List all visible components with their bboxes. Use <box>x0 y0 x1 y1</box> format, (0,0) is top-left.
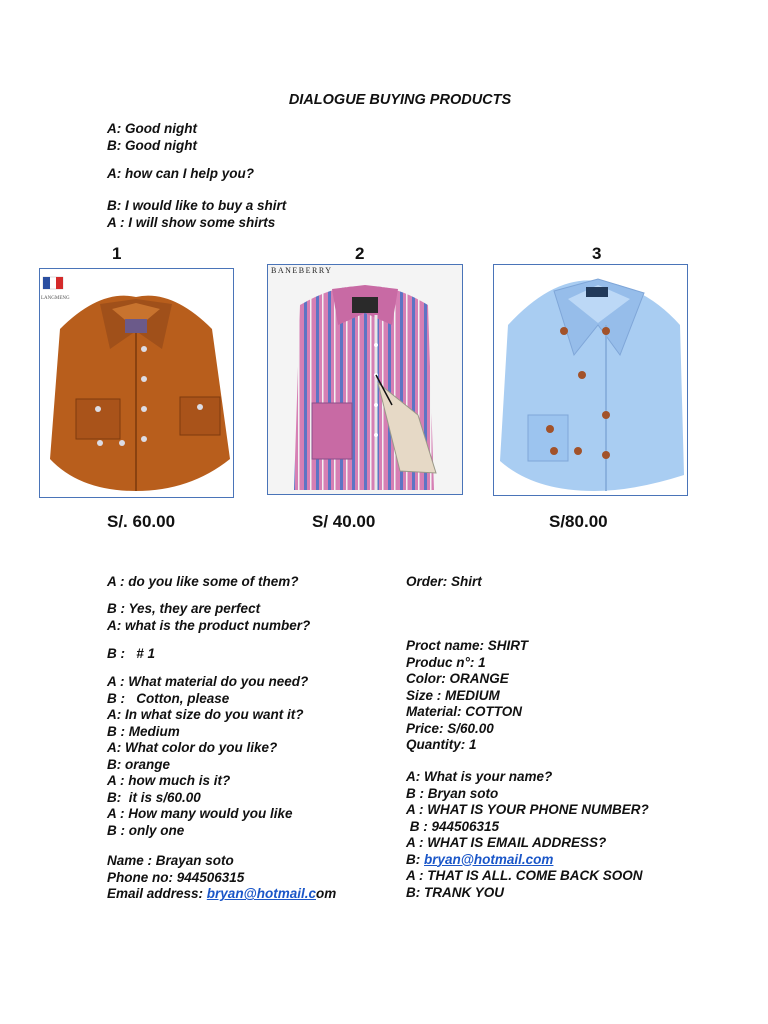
detail-line: Price: S/60.00 <box>406 720 494 736</box>
dialogue-line: A: what is the product number? <box>107 617 311 633</box>
dialogue-line: B : Cotton, please <box>107 690 230 706</box>
product-photo-3 <box>493 264 688 496</box>
dialogue-line: A: Good night <box>107 121 197 136</box>
email-link[interactable]: bryan@hotmail.com <box>424 851 554 867</box>
contact-name: Name : Brayan soto <box>107 853 234 868</box>
intro-request <box>107 198 286 231</box>
product-price-1: S/. 60.00 <box>107 512 176 531</box>
dialogue-line: B: orange <box>107 756 171 772</box>
blue-shirt-image <box>494 265 687 495</box>
brand-logo-text: BANEBERRY <box>271 266 333 275</box>
right-dialogue <box>406 769 649 901</box>
detail-line: Size : MEDIUM <box>406 687 500 703</box>
dialogue-line: B : Bryan soto <box>406 785 499 801</box>
dialogue-line: A : I will show some shirts <box>107 214 276 230</box>
dialogue-line: A : How many would you like <box>107 806 293 821</box>
dialogue-line: B: it is s/60.00 <box>107 789 201 805</box>
dialogue-line: A : WHAT IS EMAIL ADDRESS? <box>406 835 607 850</box>
email-link[interactable]: bryan@hotmail.c <box>206 886 316 901</box>
detail-line: Quantity: 1 <box>406 737 477 752</box>
left-contact <box>107 853 336 903</box>
pink-striped-shirt-image <box>268 265 462 494</box>
detail-line: Color: ORANGE <box>406 671 509 686</box>
product-number-1: 1 <box>112 244 122 263</box>
dialogue-line: B : Medium <box>107 723 180 739</box>
detail-line: Produc n°: 1 <box>406 654 486 670</box>
page-title: DIALOGUE BUYING PRODUCTS <box>288 92 512 108</box>
left-dialogue-2 <box>107 601 310 634</box>
dialogue-line: A: In what size do you want it? <box>107 707 304 722</box>
dialogue-line <box>406 852 649 869</box>
product-photo-2 <box>267 264 463 495</box>
contact-email <box>107 886 336 903</box>
product-photo-1 <box>39 268 234 498</box>
dialogue-line: A : how much is it? <box>107 773 231 788</box>
dialogue-line: B: Good night <box>107 137 197 153</box>
detail-line: Proct name: SHIRT <box>406 638 529 653</box>
email-tail: om <box>315 886 337 901</box>
dialogue-line: A: how can I help you? <box>107 166 255 181</box>
dialogue-line: B : 944506315 <box>406 818 500 834</box>
product-price-2: S/ 40.00 <box>312 512 376 531</box>
intro-help <box>107 166 254 183</box>
product-number-3: 3 <box>592 244 602 263</box>
email-label: Email address: <box>107 886 207 901</box>
dialogue-line: B : Yes, they are perfect <box>107 601 261 616</box>
orange-shirt-image <box>40 269 233 497</box>
dialogue-line: B: I would like to buy a shirt <box>107 198 287 213</box>
product-number-2: 2 <box>355 244 365 263</box>
dialogue-line: A: What is your name? <box>406 769 553 784</box>
intro-greeting <box>107 121 197 154</box>
dialogue-line: A : WHAT IS YOUR PHONE NUMBER? <box>406 802 649 817</box>
dialogue-line: B : # 1 <box>107 646 156 661</box>
order-details <box>406 638 528 754</box>
left-dialogue-1 <box>107 574 299 591</box>
email-prefix: B: <box>406 851 424 867</box>
dialogue-line: B : only one <box>107 822 185 838</box>
contact-phone: Phone no: 944506315 <box>107 869 245 885</box>
dialogue-line: B: TRANK YOU <box>406 884 505 900</box>
order-heading: Order: Shirt <box>406 574 482 589</box>
dialogue-line: A : do you like some of them? <box>107 574 299 589</box>
dialogue-line: A : THAT IS ALL. COME BACK SOON <box>406 868 643 883</box>
dialogue-line: A : What material do you need? <box>107 674 309 689</box>
dialogue-line: A: What color do you like? <box>107 740 278 755</box>
product-price-3: S/80.00 <box>549 512 608 531</box>
left-dialogue-4 <box>107 674 308 839</box>
brand-logo-text: LANGMENG <box>41 296 70 301</box>
detail-line: Material: COTTON <box>406 704 523 719</box>
left-dialogue-3 <box>107 646 155 663</box>
